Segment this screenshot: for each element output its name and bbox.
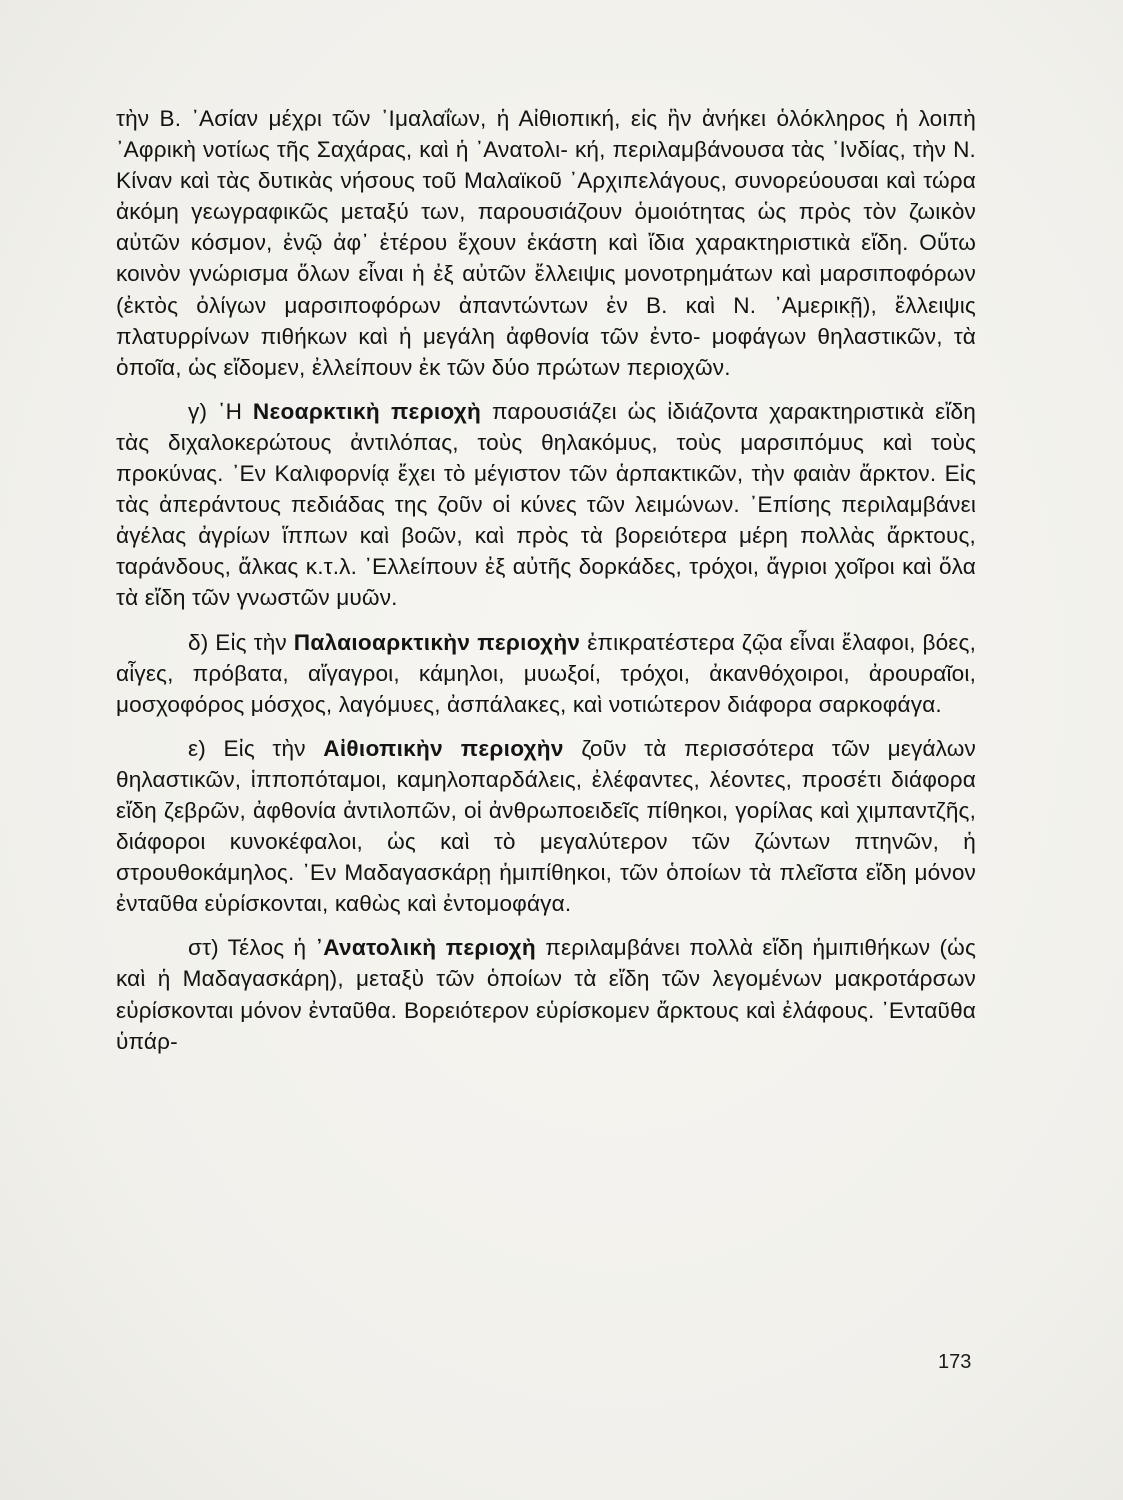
paragraph-text: παρουσιάζει ὡς ἰδιάζοντα χαρακτηριστικὰ εἴδη τὰς διχαλοκερώτους ἀντιλόπας, τοὺς θηλακόμυς, τοὺς μαρσιπόμυς καὶ τοὺς προκύνας. ᾽Εν Καλιφορνίᾳ ἔχει τὸ μέγιστον τῶν ἁρπακτικῶν, τὴν φαιὰν ἄρκτον. Εἰς τὰς ἀπεράντους πεδιάδας της ζοῦν οἱ κύνες τῶν λειμώνων. ᾽Επίσης περιλαμβάνει ἀγέλας ἀγρίων ἵππων καὶ βοῶν, καὶ πρὸς τὰ βορειότερα μέρη πολλὰς ἄρκτους, ταράνδους, ἄλκας κ.τ.λ. ᾽Ελλείπουν ἐξ αὐτῆς δορκάδες, τρόχοι, ἄγριοι χοῖροι καὶ ὅλα τὰ εἴδη τῶν γνωστῶν μυῶν. — [116, 398, 976, 611]
region-term-oriental: ᾽Ανατολικὴ περιοχὴ — [315, 935, 536, 961]
text-line: ὀλίγων μαρσιποφόρων ἀπαντώντων ἐν Β. καὶ Ν. ᾽Αμερικῇ), — [196, 292, 877, 318]
paragraph-nearctic — [116, 396, 976, 614]
text-line: πρὸς τὸν ζωικὸν αὐτῶν κόσμον, ἐνῷ ἀφ᾽ ἑτέρου ἔχουν ἑκάστη — [116, 199, 976, 256]
body-text — [116, 103, 976, 1057]
region-term-nearctic: Νεοαρκτικὴ περιοχὴ — [252, 398, 482, 424]
text-line: καὶ ἴδια χαρακτηριστικὰ εἴδη. Οὕτω κοινὸν γνώρισμα ὅλων εἶναι — [116, 230, 976, 287]
page-number: 173 — [938, 1351, 972, 1373]
paragraph-palearctic — [116, 627, 976, 720]
paragraph-oriental — [116, 932, 976, 1056]
text-line: ἀκόμη γεωγραφικῶς μεταξύ των, παρουσιάζουν ὁμοιότητας ὡς — [116, 199, 787, 225]
paragraph-lead: στ) Τέλος ἡ — [188, 935, 316, 961]
text-line: ἡ ἐξ αὐτῶν ἔλλειψις μονοτρημάτων καὶ μαρσιποφόρων (ἐκτὸς — [116, 261, 976, 318]
paragraph-lead: ε) Εἰς τὴν — [188, 735, 324, 761]
paragraph-text: περιλαμβάνει πολλὰ εἴδη ἡμιπιθήκων (ὡς καὶ ἡ Μαδαγασκάρη), μεταξὺ τῶν ὁποίων τὰ εἴδη τῶν λεγομένων μακροτάρσων εὑρίσκονται μόνον ἐνταῦθα. Βορειότερον εὑρίσκομεν ἄρκτους καὶ ἐλάφους. ᾽Ενταῦθα ὑπάρ- — [116, 935, 976, 1054]
paragraph-ethiopian — [116, 733, 976, 920]
text-line: μοφάγων θηλαστικῶν, τὰ ὁποῖα, ὡς εἴδομεν, ἐλλείπουν ἐκ τῶν — [116, 323, 976, 380]
region-term-ethiopian: Αἰθιοπικὴν περιοχὴν — [323, 735, 564, 761]
text-line: ἔλλειψις πλατυρρίνων πιθήκων καὶ ἡ μεγάλη ἀφθονία τῶν ἐντο- — [116, 292, 976, 349]
paragraph-lead: γ) ῾Η — [188, 398, 253, 424]
paragraph-text: ζοῦν τὰ περισσότερα τῶν μεγάλων θηλαστικῶν, ἱπποπόταμοι, καμηλοπαρδάλεις, ἐλέφαντες, λέοντες, προσέτι διάφορα εἴδη ζεβρῶν, ἀφθονία ἀντιλοπῶν, οἱ ἀνθρωποειδεῖς πίθηκοι, γορίλας καὶ χιμπαντζῆς, διάφοροι κυνοκέφαλοι, ὡς καὶ τὸ μεγαλύτερον τῶν ζώντων πτηνῶν, ἡ στρουθοκάμηλος. ᾽Εν Μαδαγασκάρῃ ἡμιπίθηκοι, τῶν ὁποίων τὰ πλεῖστα εἴδη μόνον ἐνταῦθα εὑρίσκονται, καθὼς καὶ ἐντομοφάγα. — [116, 735, 977, 917]
text-line: κή, περιλαμβάνουσα τὰς ᾽Ινδίας, τὴν Ν. Κίναν καὶ τὰς δυτικὰς — [116, 137, 976, 194]
text-line: τὴν Β. ᾽Ασίαν μέχρι τῶν ᾽Ιμαλαΐων, ἡ Αἰθιοπική, εἰς ἣν ἀνήκει — [116, 106, 767, 131]
text-line: νήσους τοῦ Μαλαϊκοῦ ᾽Αρχιπελάγους, συνορεύουσαι καὶ τώρα — [340, 168, 976, 194]
text-line: ὁλόκληρος ἡ λοιπὴ ᾽Αφρικὴ νοτίως τῆς Σαχάρας, καὶ ἡ ᾽Ανατολι- — [116, 106, 977, 163]
region-term-palearctic: Παλαιοαρκτικὴν περιοχὴν — [293, 629, 581, 655]
text-line: δύο πρώτων περιοχῶν. — [491, 354, 731, 380]
paragraph-continuation — [116, 103, 976, 383]
paragraph-lead: δ) Εἰς τὴν — [188, 629, 294, 655]
paragraph-text: ἐπικρατέστερα ζῷα εἶναι ἔλαφοι, βόες, αἶγες, πρόβατα, αἴγαγροι, κάμηλοι, μυωξοί, τρόχοι, ἀκανθόχοιροι, ἀρουραῖοι, μοσχοφόρος μόσχος, λαγόμυες, ἀσπάλακες, καὶ νοτιώτερον διάφορα σαρκοφάγα. — [116, 629, 976, 717]
